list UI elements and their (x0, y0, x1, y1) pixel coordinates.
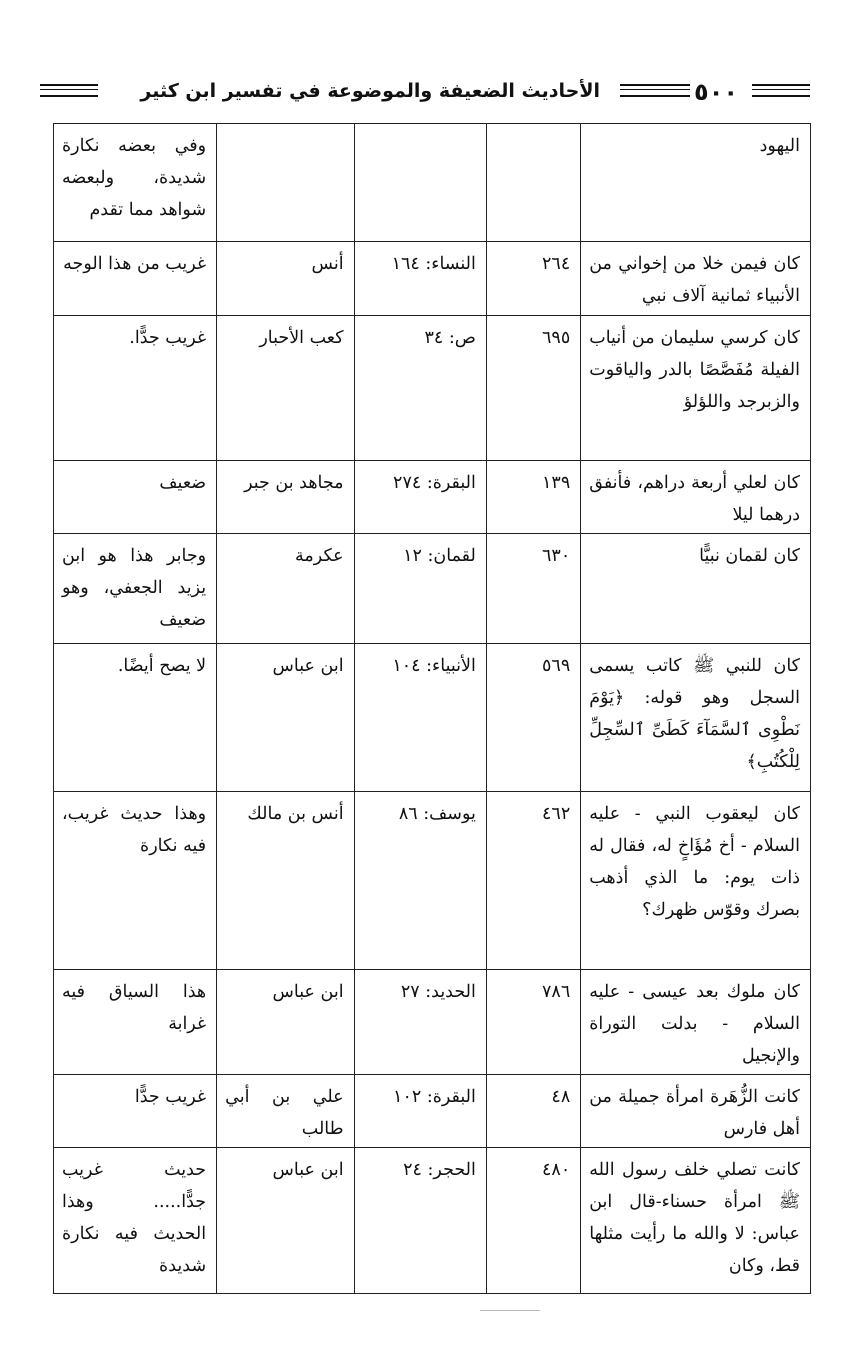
hadith-text: كان لقمان نبيًّا (581, 534, 811, 644)
grade: غريب من هذا الوجه (54, 242, 217, 316)
hadith-text: كانت الزُّهَرة امرأة جميلة من أهل فارس (581, 1075, 811, 1148)
header-rule-middle (620, 84, 690, 97)
page-ref: ٤٨٠ (486, 1148, 580, 1294)
narrator: أنس (217, 242, 354, 316)
page-ref: ٦٩٥ (486, 316, 580, 461)
table-row (54, 644, 811, 792)
table-row (54, 1148, 811, 1294)
table-row (54, 792, 811, 970)
table-row (54, 461, 811, 534)
narrator: مجاهد بن جبر (217, 461, 354, 534)
narrator: ابن عباس (217, 970, 354, 1075)
grade: غريب جدًّا. (54, 316, 217, 461)
grade: وجابر هذا هو ابن يزيد الجعفي، وهو ضعيف (54, 534, 217, 644)
table-row (54, 124, 811, 242)
page-ref: ١٣٩ (486, 461, 580, 534)
grade: لا يصح أيضًا. (54, 644, 217, 792)
table-row (54, 534, 811, 644)
page-ref: ٦٣٠ (486, 534, 580, 644)
hadith-text: كان للنبي ﷺ كاتب يسمى السجل وهو قوله: ﴿يَوْمَ نَطْوِى ٱلسَّمَآءَ كَطَىِّ ٱلسِّجِلِّ لِلْكُتُبِ﴾ (581, 644, 811, 792)
hadith-text: اليهود (581, 124, 811, 242)
surah-ref: الحجر: ٢٤ (354, 1148, 486, 1294)
narrator: كعب الأحبار (217, 316, 354, 461)
surah-ref: النساء: ١٦٤ (354, 242, 486, 316)
surah-ref: ص: ٣٤ (354, 316, 486, 461)
hadith-text: كان فيمن خلا من إخواني من الأنبياء ثمانية آلاف نبي (581, 242, 811, 316)
surah-ref: لقمان: ١٢ (354, 534, 486, 644)
hadith-text: كانت تصلي خلف رسول الله ﷺ امرأة حسناء-قال ابن عباس: لا والله ما رأيت مثلها قط، وكان (581, 1148, 811, 1294)
page-ref: ٤٨ (486, 1075, 580, 1148)
grade: وفي بعضه نكارة شديدة، ولبعضه شواهد مما تقدم (54, 124, 217, 242)
hadith-text: كان كرسي سليمان من أنياب الفيلة مُفَصَّصًا بالدر والياقوت والزبرجد واللؤلؤ (581, 316, 811, 461)
page-ref: ٥٦٩ (486, 644, 580, 792)
page-ref: ٧٨٦ (486, 970, 580, 1075)
surah-ref: الحديد: ٢٧ (354, 970, 486, 1075)
page-number: ٥٠٠ (694, 78, 738, 106)
narrator: أنس بن مالك (217, 792, 354, 970)
grade: هذا السياق فيه غرابة (54, 970, 217, 1075)
surah-ref: الأنبياء: ١٠٤ (354, 644, 486, 792)
page-ref: ٤٦٢ (486, 792, 580, 970)
grade: غريب جدًّا (54, 1075, 217, 1148)
grade: وهذا حديث غريب، فيه نكارة (54, 792, 217, 970)
header-rule-right (752, 84, 810, 97)
narrator (217, 124, 354, 242)
header-rule-left (40, 84, 98, 97)
hadith-text: كان لعلي أربعة دراهم، فأنفق درهما ليلا (581, 461, 811, 534)
page-header (40, 78, 810, 108)
narrator: ابن عباس (217, 1148, 354, 1294)
hadith-table (53, 123, 811, 1294)
surah-ref: يوسف: ٨٦ (354, 792, 486, 970)
running-title: الأحاديث الضعيفة والموضوعة في تفسير ابن كثير (140, 80, 600, 102)
narrator: ابن عباس (217, 644, 354, 792)
surah-ref: البقرة: ١٠٢ (354, 1075, 486, 1148)
surah-ref: البقرة: ٢٧٤ (354, 461, 486, 534)
table-row (54, 242, 811, 316)
table-row (54, 970, 811, 1075)
hadith-text: كان ليعقوب النبي - عليه السلام - أخ مُؤَاخٍ له، فقال له ذات يوم: ما الذي أذهب بصرك وقوّس ظهرك؟ (581, 792, 811, 970)
narrator: علي بن أبي طالب (217, 1075, 354, 1148)
page-ref: ٢٦٤ (486, 242, 580, 316)
page-ref (486, 124, 580, 242)
table-row (54, 316, 811, 461)
hadith-text: كان ملوك بعد عيسى - عليه السلام - بدلت التوراة والإنجيل (581, 970, 811, 1075)
table-row (54, 1075, 811, 1148)
grade: ضعيف (54, 461, 217, 534)
footer-mark (480, 1310, 540, 1311)
grade: حديث غريب جدًّا..... وهذا الحديث فيه نكارة شديدة (54, 1148, 217, 1294)
narrator: عكرمة (217, 534, 354, 644)
surah-ref (354, 124, 486, 242)
